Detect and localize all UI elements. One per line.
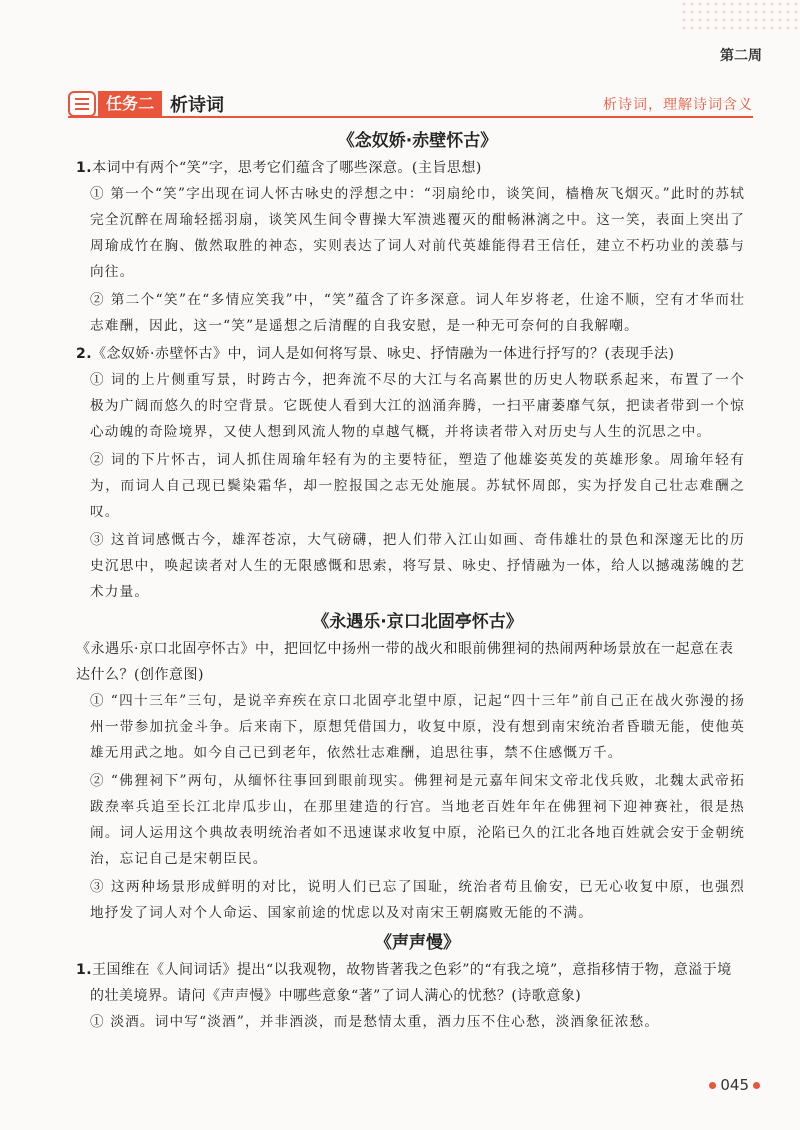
page-number-text: 045 [720,1076,749,1094]
answer-paragraph: ① 第一个“笑”字出现在词人怀古咏史的浮想之中：“羽扇纶巾，谈笑间，樯橹灰飞烟灭。”此时的苏轼完全沉醉在周瑜轻摇羽扇，谈笑风生间令曹操大军溃逃覆灭的酣畅淋漓之中。这一笑，表面上突出了周瑜成竹在胸、傲然取胜的神态，实则表达了词人对前代英雄能得君王信任，建立不朽功业的羡慕与向往。 [90,186,745,280]
task-header [68,88,753,120]
task-badge [68,90,224,117]
question-number: 2. [76,346,93,362]
page-number [709,1076,760,1094]
answer-paragraph: ③ 这两种场景形成鲜明的对比，说明人们已忘了国耻，统治者苟且偷安，已无心收复中原，也强烈地抒发了词人对个人命运、国家前途的忧虑以及对南宋王朝腐败无能的不满。 [90,879,745,921]
answer-paragraph: ② 词的下片怀古，词人抓住周瑜年轻有为的主要特征，塑造了他雄姿英发的英雄形象。周瑜年轻有为，而词人自己现已鬓染霜华，却一腔报国之志无处施展。苏轼怀周郎，实为抒发自己壮志难酬之叹。 [90,452,745,520]
header-divider [68,116,753,118]
corner-dot-pattern [680,0,800,30]
section-title: 《永遇乐·京口北固亭怀古》 [312,612,523,632]
dot-icon [753,1082,760,1089]
answer-paragraph: ① 淡酒。词中写“淡酒”，并非酒淡，而是愁情太重，酒力压不住心愁，淡酒象征浓愁。 [90,1014,660,1030]
question [76,341,745,367]
main-content [76,124,745,1037]
task-label: 任务二 [98,91,162,117]
question-number: 1. [76,160,93,176]
answer-paragraph: ② “佛狸祠下”两句，从缅怀往事回到眼前现实。佛狸祠是元嘉年间宋文帝北伐兵败，北魏太武帝拓跋焘率兵追至长江北岸瓜步山，在那里建造的行宫。当地老百姓年年在佛狸祠下迎神赛社，很是热闹。词人运用这个典故表明统治者如不迅速谋求收复中原，沦陷已久的江北各地百姓就会安于金朝统治，忘记自己是宋朝臣民。 [90,773,745,867]
question-number: 1. [76,962,93,978]
question [76,957,745,1009]
task-subtitle: 析诗词，理解诗词含义 [603,97,753,113]
section-title: 《声声慢》 [375,933,460,953]
question-text: 王国维在《人间词话》提出“以我观物，故物皆著我之色彩”的“有我之境”，意指移情于物，意溢于境的壮美境界。请问《声声慢》中哪些意象“著”了词人满心的忧愁？(诗歌意象) [90,962,732,1004]
question-text: 《永遇乐·京口北固亭怀古》中，把回忆中扬州一带的战火和眼前佛狸祠的热闹两种场景放在一起意在表达什么？(创作意图) [76,641,734,683]
week-label: 第二周 [720,48,762,64]
question-text: 本词中有两个“笑”字，思考它们蕴含了哪些深意。(主旨思想) [92,160,482,176]
answer-paragraph: ③ 这首词感慨古今，雄浑苍凉，大气磅礴，把人们带入江山如画、奇伟雄壮的景色和深邃无比的历史沉思中，唤起读者对人生的无限感慨和思索，将写景、咏史、抒情融为一体，给人以撼魂荡魄的艺术力量。 [90,532,745,600]
answer-paragraph: ② 第二个“笑”在“多情应笑我”中，“笑”蕴含了许多深意。词人年岁将老，仕途不顺，空有才华而壮志难酬，因此，这一“笑”是遥想之后清醒的自我安慰，是一种无可奈何的自我解嘲。 [90,292,745,334]
question-text: 《念奴娇·赤壁怀古》中，词人是如何将写景、咏史、抒情融为一体进行抒写的？(表现手法) [92,346,675,362]
section-title: 《念奴娇·赤壁怀古》 [337,131,498,151]
dot-icon [709,1082,716,1089]
question [76,155,745,181]
document-icon [68,91,96,117]
answer-paragraph: ① 词的上片侧重写景，时跨古今，把奔流不尽的大江与名高累世的历史人物联系起来，布置了一个极为广阔而悠久的时空背景。它既使人看到大江的汹涌奔腾，一扫平庸萎靡气氛，把读者带到一个惊心动魄的奇险境界，又使人想到风流人物的卓越气概，并将读者带入对历史与人生的沉思之中。 [90,372,745,440]
task-name: 析诗词 [170,94,225,116]
question [76,636,745,688]
answer-paragraph: ① “四十三年”三句，是说辛弃疾在京口北固亭北望中原，记起“四十三年”前自己正在战火弥漫的扬州一带参加抗金斗争。后来南下，原想凭借国力，收复中原，没有想到南宋统治者昏聩无能，使他英雄无用武之地。如今自己已到老年，依然壮志难酬，追思往事，禁不住感慨万千。 [90,693,745,761]
